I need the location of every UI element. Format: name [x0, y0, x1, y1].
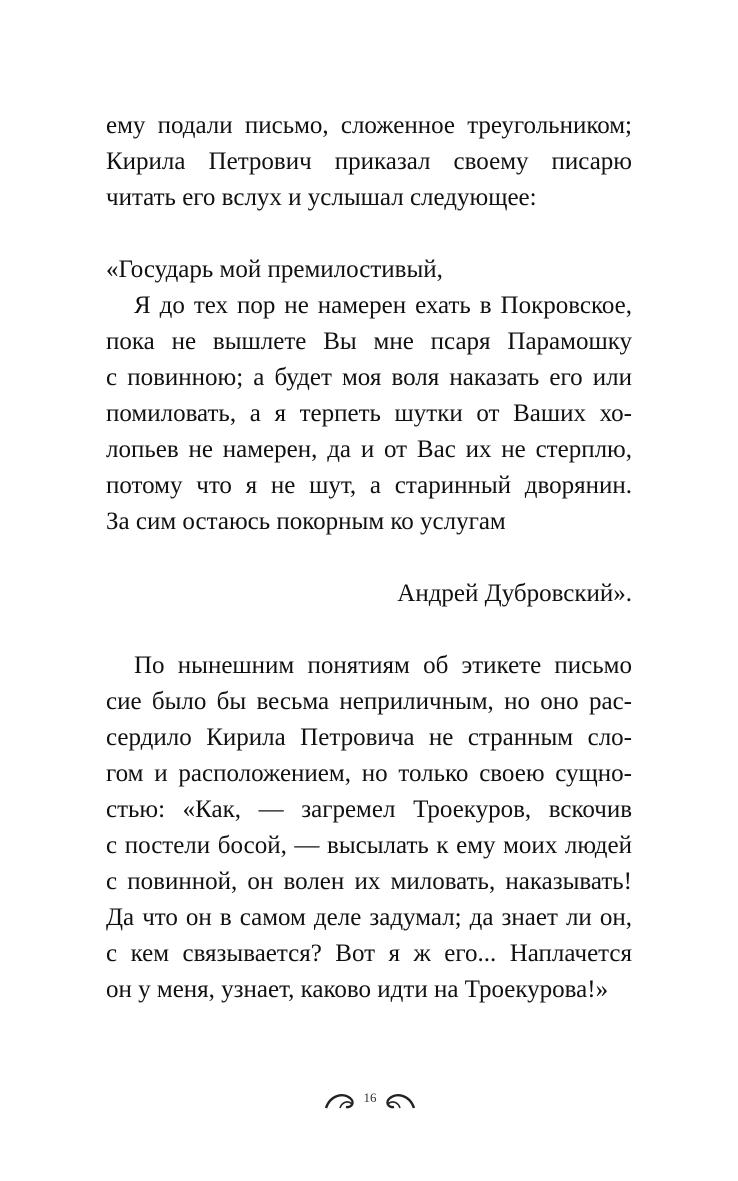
spacer — [106, 612, 632, 648]
text-line: с кем связывается? Вот я ж его... Наплачется — [106, 940, 632, 967]
spacer — [106, 540, 632, 576]
text-line: читать его вслух и услышал следующее: — [106, 184, 537, 211]
text-line: По нынешним понятиям об этикете письмо — [134, 652, 632, 679]
page-number: 16 — [363, 1090, 377, 1105]
book-page-text — [106, 108, 632, 1008]
text-line: с повинной, он волен их миловать, наказывать! — [106, 868, 632, 895]
text-line: ему подали письмо, сложенное треугольником; — [106, 112, 632, 139]
text-line: Кирила Петрович приказал своему писарю — [106, 148, 632, 175]
text-line: помиловать, а я терпеть шутки от Ваших хо- — [106, 400, 632, 427]
text-line: Я до тех пор не намерен ехать в Покровское, — [134, 292, 632, 319]
text-line: За сим остаюсь покорным ко услугам — [106, 508, 506, 535]
paragraph-intro — [106, 108, 632, 216]
letter-block — [106, 252, 632, 612]
letter-salutation: «Государь мой премилостивый, — [106, 256, 443, 283]
paragraph-reaction — [106, 648, 632, 1008]
letter-signature: Андрей Дубровский». — [397, 580, 632, 607]
text-line: он у меня, узнает, каково идти на Троекурова!» — [106, 976, 609, 1003]
text-line: стью: «Как, — загремел Троекуров, вскочив — [106, 796, 632, 823]
spacer — [106, 216, 632, 252]
text-line: потому что я не шут, а старинный дворянин. — [106, 472, 632, 499]
text-line: с постели босой, — высылать к ему моих людей — [106, 832, 632, 859]
text-line: пока не вышлете Вы мне псаря Парамошку — [106, 328, 632, 355]
text-line: сие было бы весьма неприличным, но оно рас- — [106, 688, 632, 715]
text-line: с повинною; а будет моя воля наказать его или — [106, 364, 632, 391]
text-line: Да что он в самом деле задумал; да знает ли он, — [106, 904, 632, 931]
page-number-ornament — [322, 1086, 418, 1112]
text-line: лопьев не намерен, да и от Вас их не стерплю, — [106, 436, 632, 463]
text-line: сердило Кирила Петровича не странным сло- — [106, 724, 632, 751]
text-line: гом и расположением, но только своею сущно- — [106, 760, 632, 787]
